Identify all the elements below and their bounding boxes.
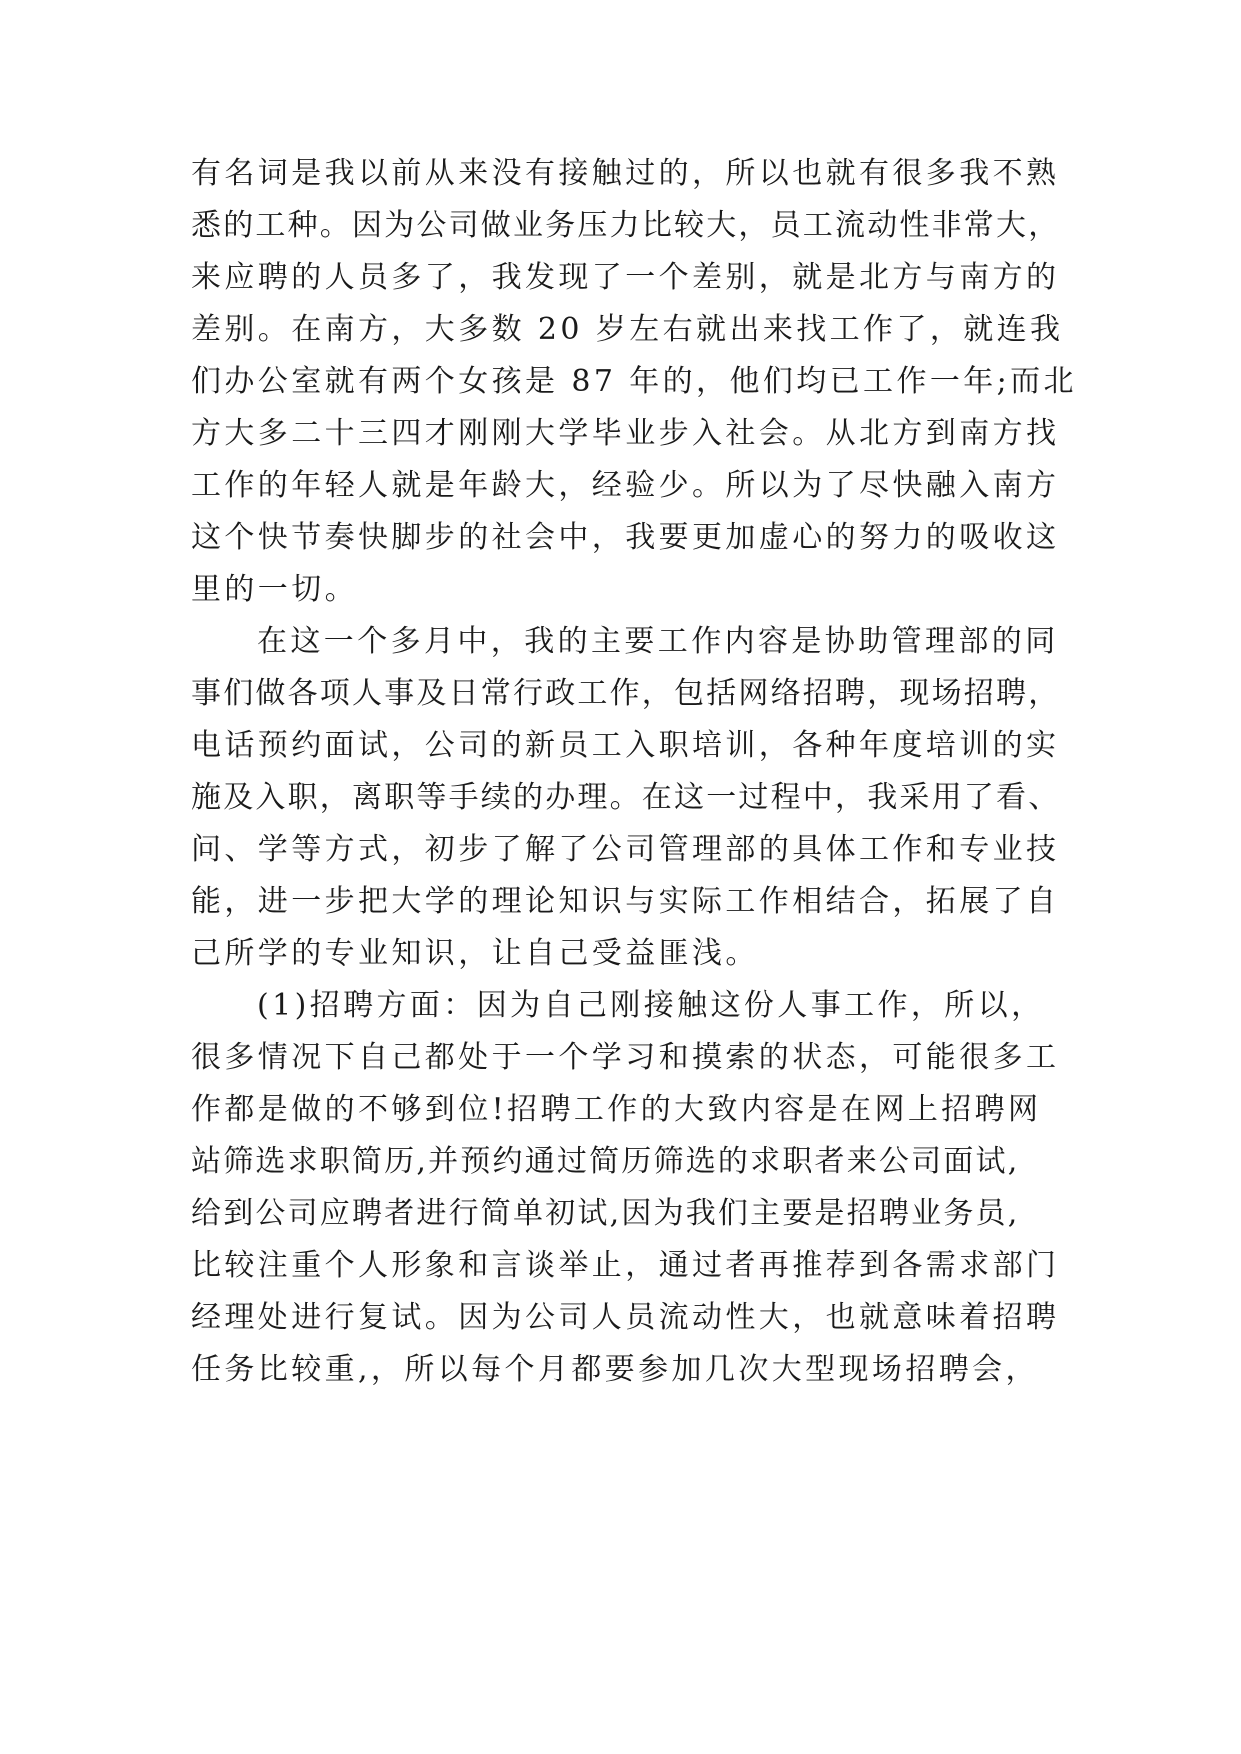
paragraph-first-line: (1)招聘方面：因为自己刚接触这份人事工作，所以， [257, 988, 1045, 1023]
text-line: 有名词是我以前从来没有接触过的，所以也就有很多我不熟 [191, 156, 1060, 191]
document-body [191, 148, 1077, 1396]
text-line: 任务比较重,，所以每个月都要参加几次大型现场招聘会， [191, 1352, 1039, 1387]
text-line: 悉的工种。因为公司做业务压力比较大，员工流动性非常大， [191, 208, 1061, 243]
text-line: 己所学的专业知识，让自己受益匪浅。 [191, 936, 759, 971]
text-line: 工作的年轻人就是年龄大，经验少。所以为了尽快融入南方 [191, 468, 1060, 503]
text-line: 方大多二十三四才刚刚大学毕业步入社会。从北方到南方找 [191, 416, 1060, 451]
text-line: 差别。在南方，大多数 20 岁左右就出来找工作了，就连我 [191, 312, 1064, 347]
text-line: 电话预约面试，公司的新员工入职培训，各种年度培训的实 [191, 728, 1060, 763]
paragraph-first-line: 在这一个多月中，我的主要工作内容是协助管理部的同 [257, 624, 1059, 659]
text-line: 给到公司应聘者进行简单初试,因为我们主要是招聘业务员, [191, 1196, 1020, 1231]
text-line: 很多情况下自己都处于一个学习和摸索的状态，可能很多工 [191, 1040, 1060, 1075]
text-line: 事们做各项人事及日常行政工作，包括网络招聘，现场招聘， [191, 676, 1061, 711]
text-line: 们办公室就有两个女孩是 87 年的，他们均已工作一年;而北 [191, 364, 1077, 399]
text-line: 问、学等方式，初步了解了公司管理部的具体工作和专业技 [191, 832, 1060, 867]
text-line: 施及入职，离职等手续的办理。在这一过程中，我采用了看、 [191, 780, 1061, 815]
text-line: 里的一切。 [191, 572, 358, 607]
text-line: 站筛选求职简历,并预约通过简历筛选的求职者来公司面试, [191, 1144, 1020, 1179]
text-line: 来应聘的人员多了，我发现了一个差别，就是北方与南方的 [191, 260, 1060, 295]
text-line: 经理处进行复试。因为公司人员流动性大，也就意味着招聘 [191, 1300, 1060, 1335]
text-line: 比较注重个人形象和言谈举止，通过者再推荐到各需求部门 [191, 1248, 1060, 1283]
text-line: 作都是做的不够到位!招聘工作的大致内容是在网上招聘网 [191, 1092, 1042, 1127]
text-line: 这个快节奏快脚步的社会中，我要更加虚心的努力的吸收这 [191, 520, 1060, 555]
text-line: 能，进一步把大学的理论知识与实际工作相结合，拓展了自 [191, 884, 1060, 919]
